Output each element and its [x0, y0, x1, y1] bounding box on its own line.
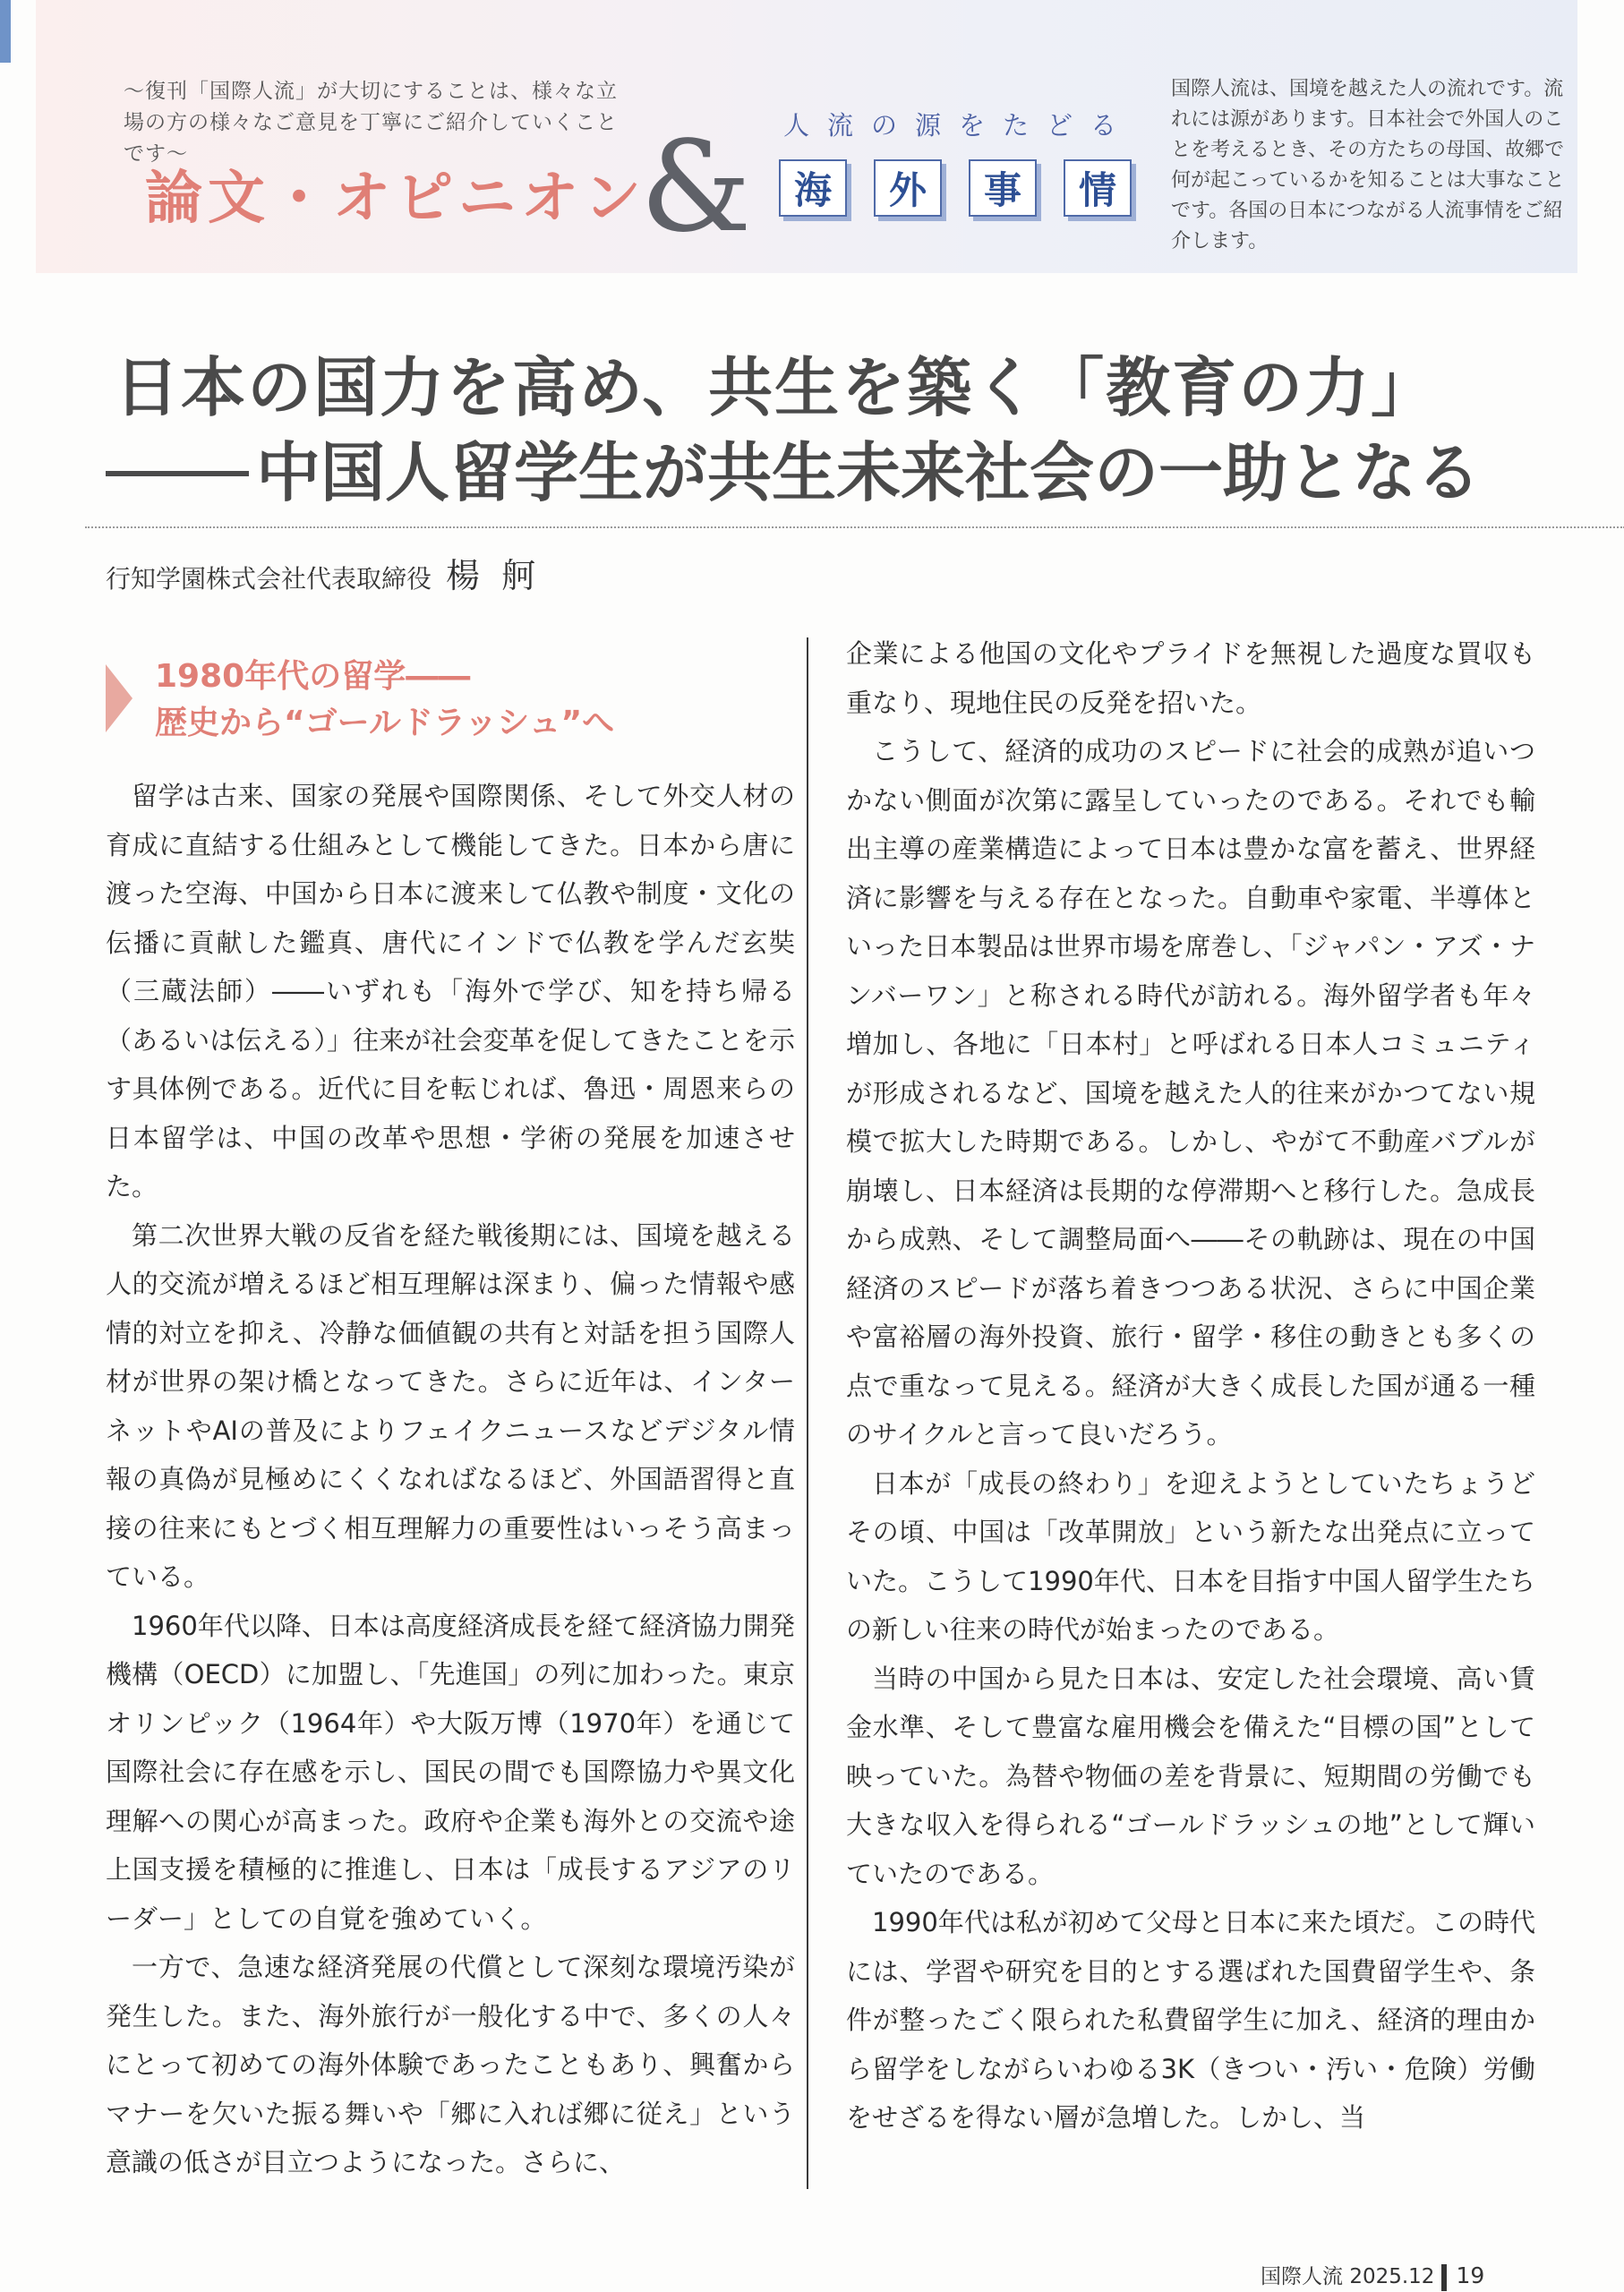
paragraph: 一方で、急速な経済発展の代償として深刻な環境汚染が発生した。また、海外旅行が一般化する中で、多くの人々にとって初めての海外体験であったこともあり、興奮からマナーを欠いた振る舞いや「郷に入れば郷に従え」という意識の低さが目立つようになった。さらに、: [106, 1952, 795, 2177]
box-char: 情: [1064, 159, 1132, 217]
article-title: 日本の国力を高め、共生を築く「教育の力」: [115, 350, 1438, 425]
header-band: [36, 0, 1577, 273]
section-heading-text: [155, 654, 614, 747]
box-char: 海: [779, 159, 847, 217]
page-footer: [1261, 2260, 1484, 2291]
column-divider: [807, 637, 808, 2189]
magazine-name: 国際人流: [1261, 2265, 1343, 2288]
paragraph: 当時の中国から見た日本は、安定した社会環境、高い賃金水準、そして豊富な雇用機会を備えた“目標の国”として映っていた。為替や物価の差を背景に、短期間の労働でも大きな収入を得られる“ゴールドラッシュの地”として輝いていたのである。: [846, 1663, 1535, 1889]
section-heading-line: 1980年代の留学――: [155, 658, 471, 695]
series-intro: ～復刊「国際人流」が大切にすることは、様々な立場の方の様々なご意見を丁寧にご紹介していくことです～: [124, 80, 618, 166]
series-description: 国際人流は、国境を越えた人の流れです。流れには源があります。日本社会で外国人のことを考えるとき、その方たちの母国、故郷で何が起こっているかを知ることは大事なことです。各国の日本につながる人流事情をご紹介します。: [1171, 78, 1565, 252]
right-column: [846, 629, 1535, 2142]
paragraph: こうして、経済的成功のスピードに社会的成熟が追いつかない側面が次第に露呈していったのである。それでも輸出主導の産業構造によって日本は豊かな富を蓄え、世界経済に影響を与える存在となった。自動車や家電、半導体といった日本製品は世界市場を席巻し、「ジャパン・アズ・ナンバーワン」と称される時代が訪れる。海外留学者も年々増加し、各地に「日本村」と呼ばれる日本人コミュニティが形成されるなど、国境を越えた人的往来がかつてない規模で拡大した時期である。しかし、やがて不動産バブルが崩壊し、日本経済は長期的な停滞期へと移行した。急成長から成熟、そして調整局面へ――その軌跡は、現在の中国経済のスピードが落ち着きつつある状況、さらに中国企業や富裕層の海外投資、旅行・留学・移住の動きとも多くの点で重なって見える。経済が大きく成長した国が通る一種のサイクルと言って良いだろう。: [846, 736, 1535, 1450]
footer-bar: [1441, 2264, 1447, 2291]
left-column: [106, 772, 795, 2187]
paragraph: 日本が「成長の終わり」を迎えようとしていたちょうどその頃、中国は「改革開放」という新たな出発点に立っていた。こうして1990年代、日本を目指す中国人留学生たちの新しい往来の時代が始まったのである。: [846, 1467, 1535, 1645]
box-char: 外: [874, 159, 942, 217]
paragraph: 第二次世界大戦の反省を経た戦後期には、国境を越える人的交流が増えるほど相互理解は深まり、偏った情報や感情的対立を抑え、冷静な価値観の共有と対話を担う国際人材が世界の架け橋となってきた。さらに近年は、インターネットやAIの普及によりフェイクニュースなどデジタル情報の真偽が見極めにくくなればなるほど、外国語習得と直接の往来にもとづく相互理解力の重要性はいっそう高まっている。: [106, 1219, 795, 1592]
em-dash-rule: [106, 471, 249, 476]
author-name: 楊 舸: [446, 556, 542, 595]
series-subtitle: 人流の源をたどる: [783, 110, 1135, 141]
left-edge-marker: [0, 0, 11, 63]
box-char: 事: [969, 159, 1037, 217]
page-number: 19: [1456, 2262, 1485, 2288]
ampersand-logo: &: [640, 115, 752, 261]
series-title: 論文・オピニオン: [145, 166, 646, 232]
paragraph: 1990年代は私が初めて父母と日本に来た頃だ。この時代には、学習や研究を目的とする選ばれた国費留学生や、条件が整ったごく限られた私費留学生に加え、経済的理由から留学をしながらいわゆる3K（きつい・汚い・危険）労働をせざるを得ない層が急増した。しかし、当: [846, 1907, 1535, 2133]
section-heading-line: 歴史から“ゴールドラッシュ”へ: [155, 705, 615, 741]
article-subtitle-text: 中国人留学生が共生未来社会の一助となる: [256, 435, 1482, 510]
paragraph: 1960年代以降、日本は高度経済成長を経て経済協力開発機構（OECD）に加盟し、「先進国」の列に加わった。東京オリンピック（1964年）や大阪万博（1970年）を通じて国際社会に存在感を示し、国民の間でも国際協力や異文化理解への関心が高まった。政府や企業も海外との交流や途上国支援を積極的に推進し、日本は「成長するアジアのリーダー」としての自覚を強めていく。: [106, 1610, 795, 1934]
triangle-marker-icon: [106, 664, 132, 732]
article-subtitle: [106, 421, 1481, 514]
title-divider: [85, 526, 1624, 528]
paragraph: 留学は古来、国家の発展や国際関係、そして外交人材の育成に直結する仕組みとして機能してきた。日本から唐に渡った空海、中国から日本に渡来して仏教や制度・文化の伝播に貢献した鑑真、唐代にインドで仏教を学んだ玄奘（三蔵法師）――いずれも「海外で学び、知を持ち帰る（あるいは伝える）」往来が社会変革を促してきたことを示す具体例である。近代に目を転じれば、魯迅・周恩来らの日本留学は、中国の改革や思想・学術の発展を加速させた。: [106, 781, 795, 1202]
paragraph: 企業による他国の文化やプライドを無視した過度な買収も重なり、現地住民の反発を招いた。: [846, 638, 1535, 718]
series-box-title: [779, 159, 1132, 217]
byline: [106, 548, 541, 597]
issue-date: 2025.12: [1349, 2265, 1435, 2288]
author-title: 行知学園株式会社代表取締役: [106, 564, 432, 594]
